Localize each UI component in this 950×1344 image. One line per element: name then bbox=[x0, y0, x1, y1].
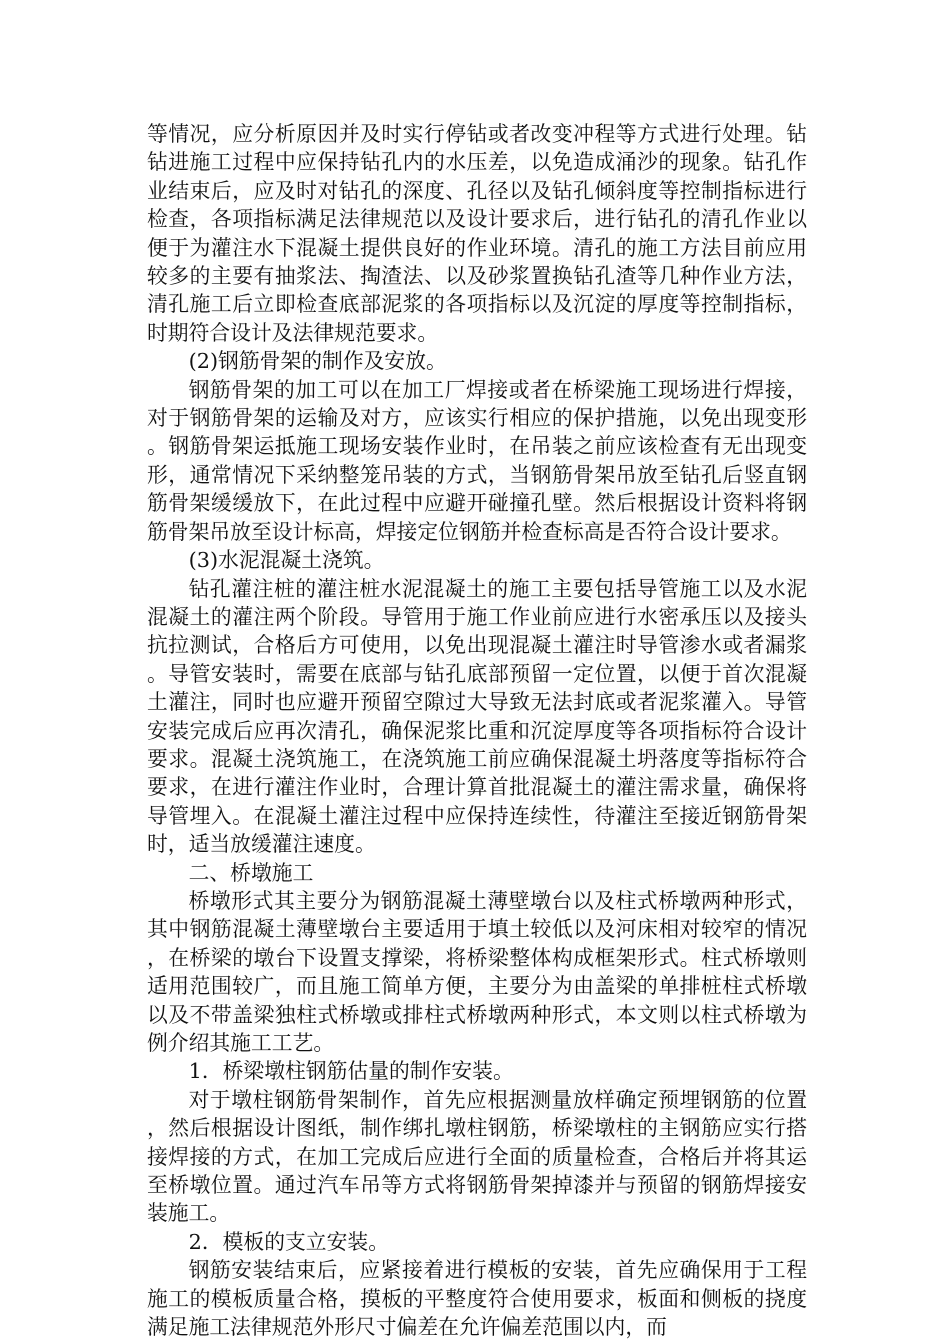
paragraph-drilling-cleaning: 等情况，应分析原因并及时实行停钻或者改变冲程等方式进行处理。钻钻进施工过程中应保持钻孔内的水压差，以免造成涌沙的现象。钻孔作业结束后，应及时对钻孔的深度、孔径以及钻孔倾斜度等控制指标进行检查，各项指标满足法律规范以及设计要求后，进行钻孔的清孔作业以便于为灌注水下混凝土提供良好的作业环境。清孔的施工方法目前应用较多的主要有抽浆法、掏渣法、以及砂浆置换钻孔渣等几种作业方法，清孔施工后立即检查底部泥浆的各项指标以及沉淀的厚度等控制指标，时期符合设计及法律规范要求。 bbox=[147, 122, 807, 345]
heading-rebar-cage: (2)钢筋骨架的制作及安放。 bbox=[188, 349, 447, 374]
paragraph-pier-forms: 桥墩形式其主要分为钢筋混凝土薄壁墩台以及柱式桥墩两种形式，其中钢筋混凝土薄壁墩台主要适用于填土较低以及河床相对较窄的情况，在桥梁的墩台下设置支撑梁，将桥梁整体构成框架形式。柱式桥墩则适用范围较广，而且施工简单方便，主要分为由盖梁的单排桩柱式桥墩以及不带盖梁独柱式桥墩或排柱式桥墩两种形式，本文则以柱式桥墩为例介绍其施工工艺。 bbox=[147, 888, 807, 1055]
paragraph-rebar-cage: 钢筋骨架的加工可以在加工厂焊接或者在桥梁施工现场进行焊接，对于钢筋骨架的运输及对方，应该实行相应的保护措施，以免出现变形。钢筋骨架运抵施工现场安装作业时，在吊装之前应该检查有无出现变形，通常情况下采纳整笼吊装的方式，当钢筋骨架吊放至钻孔后竖直钢筋骨架缓缓放下，在此过程中应避开碰撞孔壁。然后根据设计资料将钢筋骨架吊放至设计标高，焊接定位钢筋并检查标高是否符合设计要求。 bbox=[147, 377, 807, 544]
paragraph-pier-rebar: 对于墩柱钢筋骨架制作，首先应根据测量放样确定预埋钢筋的位置，然后根据设计图纸，制作绑扎墩柱钢筋，桥梁墩柱的主钢筋应实行搭接焊接的方式，在加工完成后应进行全面的质量检查，合格后并将其运至桥墩位置。通过汽车吊等方式将钢筋骨架掉漆并与预留的钢筋焊接安装施工。 bbox=[147, 1087, 807, 1226]
heading-pier-construction: 二、桥墩施工 bbox=[188, 860, 314, 885]
heading-pier-rebar: 1．桥梁墩柱钢筋估量的制作安装。 bbox=[188, 1059, 514, 1084]
document-page bbox=[147, 120, 807, 1341]
heading-concrete-pouring: (3)水泥混凝土浇筑。 bbox=[188, 548, 385, 573]
paragraph-formwork: 钢筋安装结束后，应紧接着进行模板的安装，首先应确保用于工程施工的模板质量合格，摸板的平整度符合使用要求，板面和侧板的挠度满足施工法律规范外形尺寸偏差在允许偏差范围以内，而 bbox=[147, 1258, 807, 1340]
paragraph-concrete-pouring: 钻孔灌注桩的灌注桩水泥混凝土的施工主要包括导管施工以及水泥混凝土的灌注两个阶段。导管用于施工作业前应进行水密承压以及接头抗拉测试，合格后方可使用，以免出现混凝土灌注时导管渗水或者漏浆。导管安装时，需要在底部与钻孔底部预留一定位置，以便于首次混凝土灌注，同时也应避开预留空隙过大导致无法封底或者泥浆灌入。导管安装完成后应再次清孔，确保泥浆比重和沉淀厚度等各项指标符合设计要求。混凝土浇筑施工，在浇筑施工前应确保混凝土坍落度等指标符合要求，在进行灌注作业时，合理计算首批混凝土的灌注需求量，确保将导管埋入。在混凝土灌注过程中应保持连续性，待灌注至接近钢筋骨架时，适当放缓灌注速度。 bbox=[147, 576, 807, 857]
heading-formwork: 2．模板的支立安装。 bbox=[188, 1229, 389, 1254]
